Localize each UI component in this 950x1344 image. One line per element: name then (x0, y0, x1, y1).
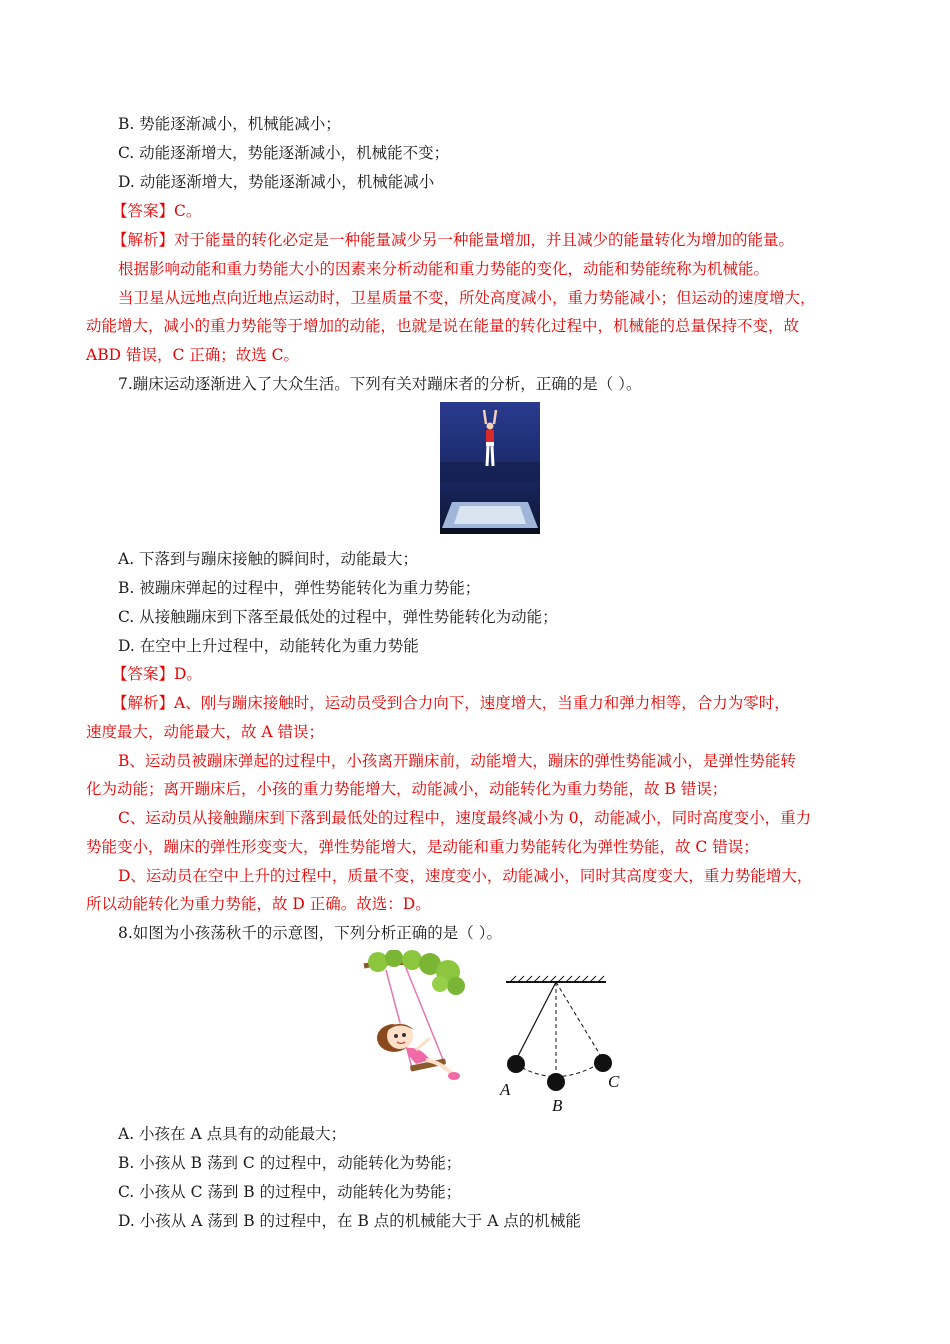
q7-stem: 7.蹦床运动逐渐进入了大众生活。下列有关对蹦床者的分析，正确的是（ ）。 (118, 375, 642, 393)
q7-option-a: A. 下落到与蹦床接触的瞬间时，动能最大； (118, 550, 419, 568)
pendulum-label-a: A (500, 1080, 511, 1099)
q7-analysis-c1: C、运动员从接触蹦床到下落到最低处的过程中，速度最终减小为 0，动能减小，同时高度变小，重力 (118, 809, 812, 827)
q7-option-d: D. 在空中上升过程中，动能转化为重力势能 (118, 637, 419, 655)
pendulum-label-c: C (608, 1072, 620, 1091)
q7-analysis-c2: 势能变小，蹦床的弹性形变变大，弹性势能增大，是动能和重力势能转化为弹性势能，故 C 错误； (86, 838, 759, 856)
q7-analysis-b2: 化为动能；离开蹦床后，小孩的重力势能增大，动能减小，动能转化为重力势能，故 B 错误； (86, 780, 728, 798)
q8-stem: 8.如图为小孩荡秋千的示意图，下列分析正确的是（ ）。 (118, 924, 502, 942)
q6-analysis-line5: ABD 错误，C 正确；故选 C。 (86, 346, 300, 364)
q6-option-b: B. 势能逐渐减小，机械能减小； (118, 115, 341, 133)
q6-option-c: C. 动能逐渐增大，势能逐渐减小，机械能不变； (118, 144, 450, 162)
q7-analysis-a1: 【解析】A、刚与蹦床接触时，运动员受到合力向下，速度增大，当重力和弹力相等，合力为零时， (112, 694, 790, 712)
q8-option-d: D. 小孩从 A 荡到 B 的过程中，在 B 点的机械能大于 A 点的机械能 (118, 1212, 581, 1230)
q6-option-d: D. 动能逐渐增大，势能逐渐减小，机械能减小 (118, 173, 435, 191)
child-swing-illustration (360, 950, 472, 1090)
q6-analysis-line1: 【解析】对于能量的转化必定是一种能量减少另一种能量增加，并且减少的能量转化为增加的能量。 (112, 231, 795, 249)
q7-analysis-b1: B、运动员被蹦床弹起的过程中，小孩离开蹦床前，动能增大，蹦床的弹性势能减小，是弹性势能转 (118, 752, 796, 770)
q6-answer: 【答案】C。 (112, 202, 202, 220)
q8-option-a: A. 小孩在 A 点具有的动能最大； (118, 1125, 347, 1143)
q6-analysis-line2: 根据影响动能和重力势能大小的因素来分析动能和重力势能的变化，动能和势能统称为机械能。 (118, 260, 770, 278)
q8-option-b: B. 小孩从 B 荡到 C 的过程中，动能转化为势能； (118, 1154, 462, 1172)
q7-answer: 【答案】D。 (112, 665, 202, 683)
q7-analysis-a2: 速度最大，动能最大，故 A 错误； (86, 723, 325, 741)
pendulum-diagram (496, 974, 632, 1114)
pendulum-label-b: B (552, 1096, 563, 1114)
q6-analysis-line3: 当卫星从远地点向近地点运动时，卫星质量不变，所处高度减小，重力势能减小；但运动的速度增大， (118, 289, 816, 307)
q7-analysis-d1: D、运动员在空中上升的过程中，质量不变，速度变小，动能减小，同时其高度变大，重力势能增大， (118, 867, 813, 885)
q7-option-b: B. 被蹦床弹起的过程中，弹性势能转化为重力势能； (118, 579, 481, 597)
q7-analysis-d2: 所以动能转化为重力势能，故 D 正确。故选：D。 (86, 895, 431, 913)
q8-option-c: C. 小孩从 C 荡到 B 的过程中，动能转化为势能； (118, 1183, 462, 1201)
q6-analysis-line4: 动能增大，减小的重力势能等于增加的动能，也就是说在能量的转化过程中，机械能的总量保持不变，故 (86, 317, 800, 335)
q7-option-c: C. 从接触蹦床到下落至最低处的过程中，弹性势能转化为动能； (118, 608, 558, 626)
trampoline-photo (440, 402, 540, 534)
